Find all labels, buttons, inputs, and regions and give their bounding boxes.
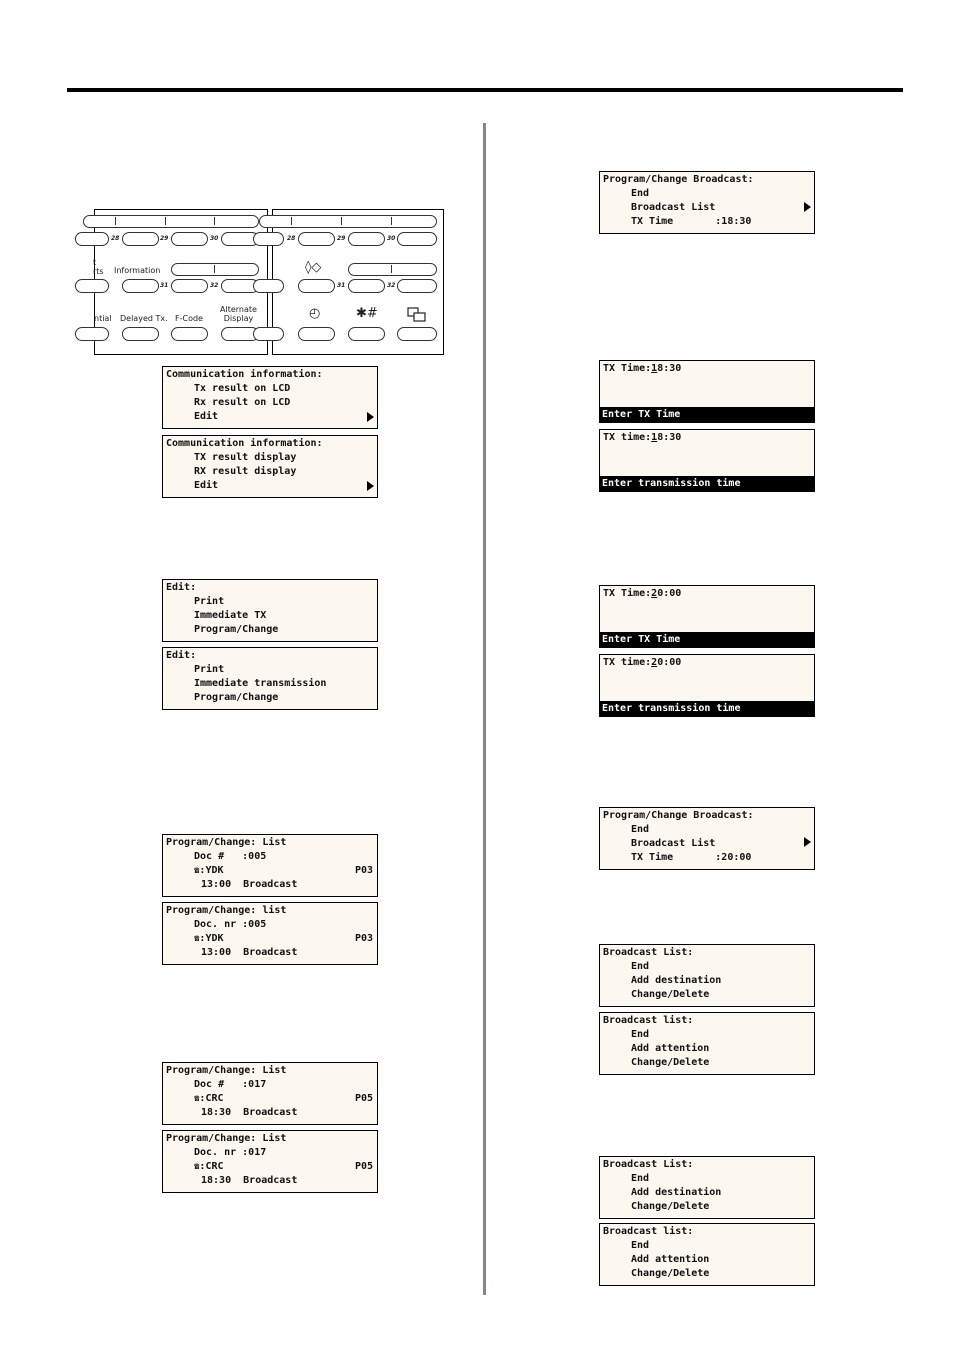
copy-icon <box>407 307 427 323</box>
menu-arrow-icon <box>367 412 374 422</box>
label-partial-reports: t rts <box>93 258 104 276</box>
lcd-edit-1: Edit: Print Immediate TX Program/Change <box>162 579 378 642</box>
label-delayed-tx: Delayed Tx. <box>120 314 168 323</box>
lcd-edit-2: Edit: Print Immediate transmission Program/Change <box>162 647 378 710</box>
lcd-tx-time-1: TX Time:18:30 Enter TX Time <box>599 360 815 423</box>
key-29[interactable] <box>348 232 385 246</box>
lcd-tx-time-3: TX Time:20:00 Enter TX Time <box>599 585 815 648</box>
lcd-broadcast-list-1: Broadcast List: End Add destination Change/Delete <box>599 944 815 1007</box>
star-hash-icon: ✱# <box>356 306 378 321</box>
lcd-broadcast-list-3: Broadcast List: End Add destination Change/Delete <box>599 1156 815 1219</box>
lcd-comm-info-1: Communication information: Tx result on LCD Rx result on LCD Edit <box>162 366 378 429</box>
f-code-button[interactable] <box>171 327 208 341</box>
key-30[interactable] <box>397 232 437 246</box>
lcd-tx-time-2: TX time:18:30 Enter transmission time <box>599 429 815 492</box>
diamonds-icon: ◊◇ <box>305 260 322 275</box>
key-left[interactable] <box>253 327 284 341</box>
key-27[interactable] <box>75 232 109 246</box>
prompt-bar: Enter TX Time <box>600 632 814 647</box>
phone-icon: ☎ <box>194 1094 200 1104</box>
one-touch-key-row[interactable] <box>259 215 437 228</box>
prompt-bar: Enter transmission time <box>600 476 814 491</box>
information-button[interactable] <box>122 279 159 293</box>
lcd-broadcast-list-2: Broadcast list: End Add attention Change/Delete <box>599 1012 815 1075</box>
phone-icon: ☎ <box>194 866 200 876</box>
key-31[interactable] <box>348 279 385 293</box>
control-panel-right: 28 29 30 ◊◇ 31 32 ◴ ✱# <box>272 209 444 355</box>
display-key[interactable] <box>348 263 437 276</box>
timer-button[interactable] <box>298 327 335 341</box>
key-partial[interactable] <box>253 279 284 293</box>
label-alternate-display: Alternate Display <box>220 305 257 323</box>
key-29[interactable] <box>171 232 208 246</box>
text-cursor: 1 <box>651 363 658 374</box>
key-28[interactable] <box>122 232 159 246</box>
lcd-broadcast-1: Program/Change Broadcast: End Broadcast List TX Time :18:30 <box>599 171 815 234</box>
lcd-list-a2: Program/Change: list Doc. nr :005 ☎:YDK P03 13:00 Broadcast <box>162 902 378 965</box>
lcd-tx-time-4: TX time:20:00 Enter transmission time <box>599 654 815 717</box>
label-f-code: F-Code <box>175 314 203 323</box>
one-touch-key-row[interactable] <box>83 215 259 228</box>
header-rule <box>67 88 903 92</box>
clock-icon: ◴ <box>309 306 321 321</box>
menu-arrow-icon <box>804 837 811 847</box>
key-31[interactable] <box>171 279 208 293</box>
lcd-list-a1: Program/Change: List Doc # :005 ☎:YDK P03 13:00 Broadcast <box>162 834 378 897</box>
column-divider <box>483 123 486 1295</box>
lcd-list-b1: Program/Change: List Doc # :017 ☎:CRC P05 18:30 Broadcast <box>162 1062 378 1125</box>
text-cursor: 2 <box>651 657 658 668</box>
key-28[interactable] <box>298 232 335 246</box>
copy-button[interactable] <box>397 327 437 341</box>
text-cursor: 1 <box>651 432 658 443</box>
delayed-tx-button[interactable] <box>122 327 159 341</box>
information-key-display[interactable] <box>171 263 259 276</box>
star-hash-button[interactable] <box>348 327 385 341</box>
phone-icon: ☎ <box>194 1162 200 1172</box>
key-27[interactable] <box>253 232 284 246</box>
lcd-broadcast-2: Program/Change Broadcast: End Broadcast List TX Time :20:00 <box>599 807 815 870</box>
control-panel-left: 28 29 30 t rts Information 31 32 ntial Delayed Tx. F-Code Alternate Display <box>94 209 268 355</box>
confidential-button[interactable] <box>75 327 109 341</box>
menu-arrow-icon <box>367 481 374 491</box>
prompt-bar: Enter TX Time <box>600 407 814 422</box>
lcd-broadcast-list-4: Broadcast list: End Add attention Change/Delete <box>599 1223 815 1286</box>
lcd-comm-info-2: Communication information: TX result display RX result display Edit <box>162 435 378 498</box>
text-cursor: 2 <box>651 588 658 599</box>
phone-icon: ☎ <box>194 934 200 944</box>
key-32[interactable] <box>397 279 437 293</box>
lcd-list-b2: Program/Change: List Doc. nr :017 ☎:CRC P05 18:30 Broadcast <box>162 1130 378 1193</box>
diamonds-button[interactable] <box>298 279 335 293</box>
prompt-bar: Enter transmission time <box>600 701 814 716</box>
key-partial[interactable] <box>75 279 109 293</box>
menu-arrow-icon <box>804 202 811 212</box>
label-information: Information <box>114 266 161 275</box>
label-confidential: ntial <box>94 314 112 323</box>
